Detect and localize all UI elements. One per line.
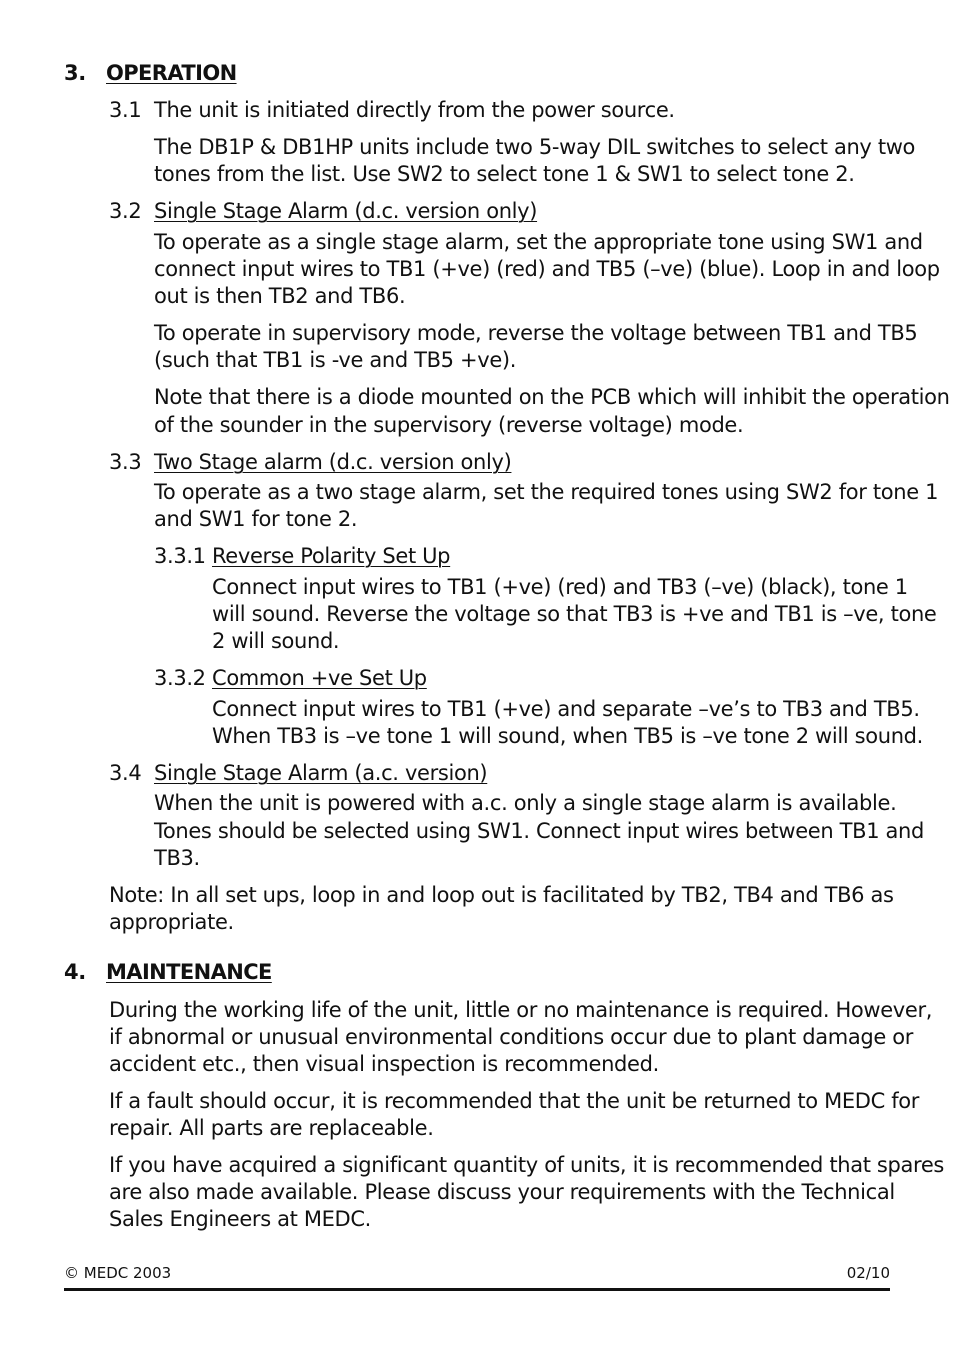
paragraph-line: Note that there is a diode mounted on the PCB which will inhibit the operation (154, 385, 950, 409)
paragraph-line: of the sounder in the supervisory (reverse voltage) mode. (154, 413, 744, 437)
paragraph-line: out is then TB2 and TB6. (154, 284, 406, 308)
section-3-title: OPERATION (106, 61, 237, 85)
paragraph-line: and SW1 for tone 2. (154, 507, 358, 531)
subsection-3-1-number: 3.1 (109, 98, 142, 122)
paragraph-line: connect input wires to TB1 (+ve) (red) and TB5 (–ve) (blue). Loop in and loop (154, 257, 940, 281)
paragraph-line: Sales Engineers at MEDC. (109, 1207, 371, 1231)
subsection-3-2-number: 3.2 (109, 199, 142, 223)
paragraph-line: Connect input wires to TB1 (+ve) (red) and TB3 (–ve) (black), tone 1 (212, 575, 908, 599)
subsection-3-3-title: Two Stage alarm (d.c. version only) (154, 450, 512, 474)
paragraph-line: tones from the list. Use SW2 to select tone 1 & SW1 to select tone 2. (154, 162, 855, 186)
paragraph-line: repair. All parts are replaceable. (109, 1116, 434, 1140)
paragraph-line: Tones should be selected using SW1. Connect input wires between TB1 and (154, 819, 924, 843)
paragraph-line: To operate as a single stage alarm, set the appropriate tone using SW1 and (154, 230, 923, 254)
paragraph-line: are also made available. Please discuss your requirements with the Technical (109, 1180, 895, 1204)
subsection-3-4-title: Single Stage Alarm (a.c. version) (154, 761, 488, 785)
subsection-3-3-2-title: Common +ve Set Up (212, 666, 427, 690)
paragraph-line: (such that TB1 is -ve and TB5 +ve). (154, 348, 517, 372)
subsection-3-3-1-number: 3.3.1 (154, 544, 206, 568)
note-line: Note: In all set ups, loop in and loop out is facilitated by TB2, TB4 and TB6 as (109, 883, 894, 907)
paragraph-line: When TB3 is –ve tone 1 will sound, when TB5 is –ve tone 2 will sound. (212, 724, 923, 748)
footer-rule (64, 1288, 890, 1291)
footer-copyright: © MEDC 2003 (64, 1264, 172, 1282)
subsection-3-2-title: Single Stage Alarm (d.c. version only) (154, 199, 538, 223)
section-4-number: 4. (64, 960, 86, 984)
subsection-3-3-number: 3.3 (109, 450, 142, 474)
paragraph-line: To operate as a two stage alarm, set the required tones using SW2 for tone 1 (154, 480, 939, 504)
subsection-3-3-1-title: Reverse Polarity Set Up (212, 544, 451, 568)
paragraph-line: if abnormal or unusual environmental conditions occur due to plant damage or (109, 1025, 914, 1049)
paragraph-line: TB3. (154, 846, 200, 870)
paragraph-line: During the working life of the unit, little or no maintenance is required. However, (109, 998, 933, 1022)
paragraph-line: accident etc., then visual inspection is recommended. (109, 1052, 659, 1076)
paragraph-line: will sound. Reverse the voltage so that TB3 is +ve and TB1 is –ve, tone (212, 602, 937, 626)
paragraph-line: 2 will sound. (212, 629, 340, 653)
paragraph-line: Connect input wires to TB1 (+ve) and separate –ve’s to TB3 and TB5. (212, 697, 920, 721)
paragraph-line: When the unit is powered with a.c. only a single stage alarm is available. (154, 791, 897, 815)
section-4-title: MAINTENANCE (106, 960, 272, 984)
note-line: appropriate. (109, 910, 234, 934)
paragraph-line: If a fault should occur, it is recommended that the unit be returned to MEDC for (109, 1089, 920, 1113)
footer-revision: 02/10 (846, 1264, 890, 1282)
subsection-3-1-line: The unit is initiated directly from the power source. (154, 98, 675, 122)
subsection-3-4-number: 3.4 (109, 761, 142, 785)
paragraph-line: The DB1P & DB1HP units include two 5-way DIL switches to select any two (154, 135, 916, 159)
section-3-number: 3. (64, 61, 86, 85)
paragraph-line: If you have acquired a significant quantity of units, it is recommended that spares (109, 1153, 945, 1177)
paragraph-line: To operate in supervisory mode, reverse the voltage between TB1 and TB5 (154, 321, 918, 345)
subsection-3-3-2-number: 3.3.2 (154, 666, 206, 690)
